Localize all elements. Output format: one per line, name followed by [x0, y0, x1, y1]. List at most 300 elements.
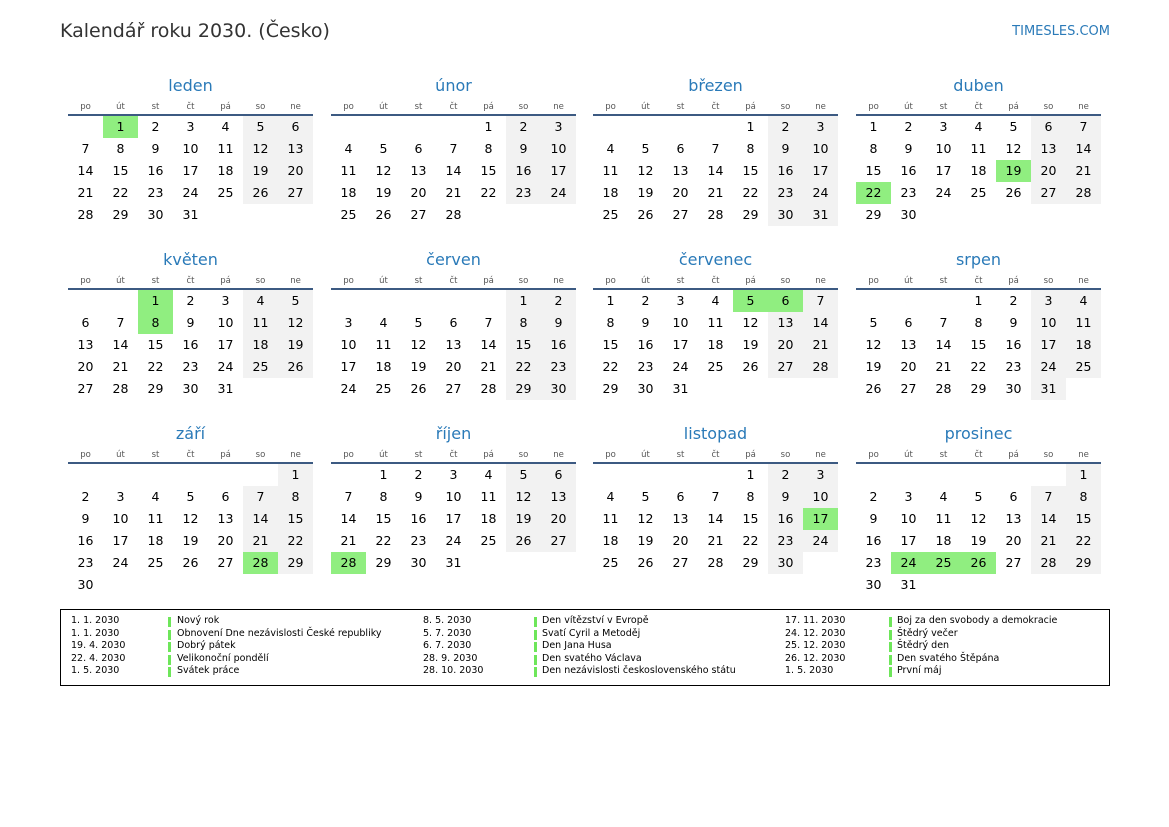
weekday-header [593, 272, 838, 290]
day-cell: 11 [217, 141, 234, 156]
day-cell: 17 [672, 337, 689, 352]
weekday-label: so [255, 450, 266, 460]
day-cell: 6 [904, 315, 913, 330]
weekday-header [331, 98, 576, 116]
day-cell: 18 [375, 359, 392, 374]
weekday-label: út [904, 102, 913, 112]
day-cell: 3 [1031, 290, 1066, 312]
day-cell: 19 [182, 533, 199, 548]
day-cell: 6 [1009, 489, 1018, 504]
day-cell: 2 [506, 116, 541, 138]
weekday-label: čt [974, 276, 983, 286]
day-cell: 29 [506, 378, 541, 400]
day-cell: 12 [506, 486, 541, 508]
day-cell: 23 [410, 533, 427, 548]
day-cell: 22 [1066, 530, 1101, 552]
weekday-label: út [641, 276, 650, 286]
day-cell: 9 [768, 486, 803, 508]
day-cell: 4 [606, 489, 615, 504]
weekday-header [856, 98, 1101, 116]
day-cell: 15 [506, 334, 541, 356]
weekday-label: st [414, 102, 423, 112]
day-cell: 25 [147, 555, 164, 570]
legend-holiday-name: Obnovení Dne nezávislosti České republiky [177, 627, 382, 639]
days-grid [68, 116, 313, 226]
days-grid [331, 290, 576, 400]
day-cell: 13 [900, 337, 917, 352]
day-cell: 23 [1005, 359, 1022, 374]
day-cell: 9 [506, 138, 541, 160]
holiday-day-cell: 6 [768, 290, 803, 312]
holiday-day-cell: 28 [331, 552, 366, 574]
day-cell: 8 [746, 489, 755, 504]
day-cell: 25 [602, 207, 619, 222]
day-cell: 10 [112, 511, 129, 526]
legend-marker [889, 655, 892, 665]
day-cell: 16 [865, 533, 882, 548]
day-cell: 20 [1031, 160, 1066, 182]
day-cell: 9 [641, 315, 650, 330]
days-grid [856, 290, 1101, 400]
day-cell: 6 [541, 464, 576, 486]
day-cell: 28 [1066, 182, 1101, 204]
weekday-label: so [780, 276, 791, 286]
day-cell: 26 [182, 555, 199, 570]
day-cell: 26 [1005, 185, 1022, 200]
day-cell: 22 [742, 185, 759, 200]
day-cell: 10 [445, 489, 462, 504]
day-cell: 11 [935, 511, 952, 526]
days-grid [593, 116, 838, 226]
day-cell: 7 [81, 141, 90, 156]
day-cell: 24 [672, 359, 689, 374]
day-cell: 8 [116, 141, 125, 156]
day-cell: 8 [606, 315, 615, 330]
day-cell: 2 [186, 293, 195, 308]
day-cell: 15 [147, 337, 164, 352]
month-name: duben [953, 76, 1004, 95]
day-cell: 1 [746, 119, 755, 134]
day-cell: 30 [77, 577, 94, 592]
day-cell: 18 [935, 533, 952, 548]
day-cell: 10 [803, 138, 838, 160]
weekday-label: st [939, 450, 948, 460]
day-cell: 23 [637, 359, 654, 374]
day-cell: 14 [480, 337, 497, 352]
weekday-label: ne [553, 102, 564, 112]
day-cell: 21 [77, 185, 94, 200]
day-cell: 9 [869, 511, 878, 526]
weekday-label: ne [290, 102, 301, 112]
day-cell: 18 [707, 337, 724, 352]
day-cell: 18 [217, 163, 234, 178]
day-cell: 4 [939, 489, 948, 504]
month-name: prosinec [944, 424, 1013, 443]
day-cell: 13 [541, 486, 576, 508]
day-cell: 23 [768, 182, 803, 204]
weekday-label: st [151, 102, 160, 112]
month-calendar [593, 248, 838, 400]
month-calendar [331, 248, 576, 400]
holiday-day-cell: 25 [926, 552, 961, 574]
day-cell: 17 [900, 533, 917, 548]
weekday-label: so [1043, 102, 1054, 112]
day-cell: 29 [112, 207, 129, 222]
day-cell: 19 [278, 334, 313, 356]
legend-item [61, 615, 1107, 628]
day-cell: 5 [1009, 119, 1018, 134]
day-cell: 29 [742, 207, 759, 222]
day-cell: 12 [742, 315, 759, 330]
weekday-label: pá [483, 450, 494, 460]
day-cell: 7 [711, 489, 720, 504]
day-cell: 13 [278, 138, 313, 160]
weekday-label: čt [186, 276, 195, 286]
day-cell: 24 [340, 381, 357, 396]
holiday-day-cell: 17 [803, 508, 838, 530]
day-cell: 11 [147, 511, 164, 526]
day-cell: 5 [641, 141, 650, 156]
day-cell: 30 [768, 552, 803, 574]
day-cell: 24 [445, 533, 462, 548]
holiday-day-cell: 1 [138, 290, 173, 312]
weekday-label: ne [1078, 276, 1089, 286]
day-cell: 11 [707, 315, 724, 330]
day-cell: 31 [445, 555, 462, 570]
month-calendar [331, 74, 576, 226]
day-cell: 11 [602, 163, 619, 178]
day-cell: 7 [939, 315, 948, 330]
day-cell: 25 [970, 185, 987, 200]
day-cell: 16 [77, 533, 94, 548]
day-cell: 21 [1031, 530, 1066, 552]
day-cell: 11 [340, 163, 357, 178]
day-cell: 15 [970, 337, 987, 352]
day-cell: 12 [865, 337, 882, 352]
day-cell: 16 [768, 508, 803, 530]
day-cell: 24 [217, 359, 234, 374]
legend-date: 24. 12. 2030 [785, 627, 846, 639]
site-link[interactable]: TIMESLES.COM [1012, 24, 1110, 39]
day-cell: 1 [278, 464, 313, 486]
day-cell: 30 [1005, 381, 1022, 396]
day-cell: 3 [449, 467, 458, 482]
day-cell: 7 [803, 290, 838, 312]
day-cell: 28 [445, 207, 462, 222]
weekday-label: po [80, 276, 91, 286]
weekday-label: čt [186, 102, 195, 112]
day-cell: 24 [803, 530, 838, 552]
day-cell: 13 [1005, 511, 1022, 526]
legend-holiday-name: Den vítězství v Evropě [542, 615, 649, 626]
day-cell: 8 [746, 141, 755, 156]
day-cell: 21 [707, 533, 724, 548]
day-cell: 4 [243, 290, 278, 312]
day-cell: 16 [900, 163, 917, 178]
day-cell: 2 [1009, 293, 1018, 308]
day-cell: 16 [637, 337, 654, 352]
legend-holiday-name: Den svatého Štěpána [897, 652, 1000, 664]
weekday-label: út [116, 450, 125, 460]
day-cell: 3 [116, 489, 125, 504]
day-cell: 24 [112, 555, 129, 570]
day-cell: 19 [637, 533, 654, 548]
month-name: říjen [435, 424, 472, 443]
day-cell: 27 [672, 555, 689, 570]
weekday-label: ne [290, 276, 301, 286]
day-cell: 18 [480, 511, 497, 526]
day-cell: 5 [974, 489, 983, 504]
legend-holiday-name: Nový rok [177, 615, 220, 626]
day-cell: 15 [865, 163, 882, 178]
day-cell: 27 [217, 555, 234, 570]
day-cell: 28 [707, 207, 724, 222]
day-cell: 8 [974, 315, 983, 330]
weekday-label: so [255, 102, 266, 112]
day-cell: 25 [217, 185, 234, 200]
day-cell: 22 [602, 359, 619, 374]
day-cell: 14 [1066, 138, 1101, 160]
day-cell: 29 [375, 555, 392, 570]
weekday-header [68, 446, 313, 464]
day-cell: 26 [506, 530, 541, 552]
legend-holiday-name: Den svatého Václava [542, 652, 642, 664]
day-cell: 14 [340, 511, 357, 526]
day-cell: 6 [449, 315, 458, 330]
weekday-label: čt [711, 102, 720, 112]
day-cell: 14 [707, 511, 724, 526]
day-cell: 12 [1005, 141, 1022, 156]
weekday-label: út [116, 102, 125, 112]
day-cell: 6 [221, 489, 230, 504]
month-calendar [593, 74, 838, 226]
day-cell: 27 [900, 381, 917, 396]
weekday-label: ne [553, 450, 564, 460]
day-cell: 27 [1005, 555, 1022, 570]
legend-holiday-name: První máj [897, 665, 942, 676]
day-cell: 9 [904, 141, 913, 156]
day-cell: 5 [278, 290, 313, 312]
day-cell: 3 [344, 315, 353, 330]
weekday-label: po [343, 102, 354, 112]
weekday-label: po [605, 276, 616, 286]
day-cell: 11 [375, 337, 392, 352]
day-cell: 21 [480, 359, 497, 374]
day-cell: 31 [672, 381, 689, 396]
day-cell: 15 [742, 163, 759, 178]
weekday-label: st [151, 450, 160, 460]
legend-date: 1. 5. 2030 [785, 665, 834, 676]
legend-holiday-name: Svátek práce [177, 665, 240, 676]
day-cell: 2 [768, 116, 803, 138]
day-cell: 17 [217, 337, 234, 352]
day-cell: 3 [803, 116, 838, 138]
day-cell: 21 [340, 533, 357, 548]
weekday-label: pá [220, 276, 231, 286]
day-cell: 5 [869, 315, 878, 330]
holiday-day-cell: 8 [138, 312, 173, 334]
legend-marker [889, 667, 892, 677]
day-cell: 20 [217, 533, 234, 548]
day-cell: 23 [541, 356, 576, 378]
legend-date: 8. 5. 2030 [423, 615, 472, 626]
day-cell: 21 [707, 185, 724, 200]
day-cell: 30 [147, 207, 164, 222]
day-cell: 4 [974, 119, 983, 134]
day-cell: 2 [414, 467, 423, 482]
day-cell: 14 [243, 508, 278, 530]
day-cell: 11 [970, 141, 987, 156]
weekday-label: so [518, 102, 529, 112]
weekday-label: út [379, 276, 388, 286]
day-cell: 22 [480, 185, 497, 200]
days-grid [68, 464, 313, 596]
day-cell: 1 [379, 467, 388, 482]
day-cell: 29 [1066, 552, 1101, 574]
day-cell: 1 [746, 467, 755, 482]
weekday-label: út [641, 450, 650, 460]
month-calendar [331, 422, 576, 574]
day-cell: 22 [375, 533, 392, 548]
weekday-label: so [780, 450, 791, 460]
day-cell: 10 [340, 337, 357, 352]
day-cell: 22 [970, 359, 987, 374]
weekday-label: so [1043, 276, 1054, 286]
day-cell: 19 [637, 185, 654, 200]
weekday-label: ne [1078, 450, 1089, 460]
day-cell: 17 [445, 511, 462, 526]
weekday-label: út [379, 102, 388, 112]
day-cell: 3 [676, 293, 685, 308]
day-cell: 7 [711, 141, 720, 156]
day-cell: 1 [484, 119, 493, 134]
weekday-label: po [80, 450, 91, 460]
day-cell: 15 [480, 163, 497, 178]
day-cell: 4 [151, 489, 160, 504]
holiday-day-cell: 28 [243, 552, 278, 574]
weekday-label: pá [483, 276, 494, 286]
day-cell: 24 [1031, 356, 1066, 378]
day-cell: 15 [1066, 508, 1101, 530]
day-cell: 30 [541, 378, 576, 400]
legend-item [61, 653, 1107, 666]
weekday-label: st [151, 276, 160, 286]
day-cell: 6 [278, 116, 313, 138]
day-cell: 6 [676, 489, 685, 504]
day-cell: 2 [904, 119, 913, 134]
day-cell: 6 [81, 315, 90, 330]
weekday-label: čt [449, 102, 458, 112]
holiday-day-cell: 5 [733, 290, 768, 312]
day-cell: 10 [1031, 312, 1066, 334]
day-cell: 14 [803, 312, 838, 334]
day-cell: 14 [77, 163, 94, 178]
weekday-label: pá [1008, 102, 1019, 112]
legend-holiday-name: Boj za den svobody a demokracie [897, 615, 1058, 626]
day-cell: 19 [970, 533, 987, 548]
day-cell: 22 [278, 530, 313, 552]
legend-holiday-name: Den Jana Husa [542, 640, 612, 651]
weekday-label: st [414, 276, 423, 286]
day-cell: 26 [410, 381, 427, 396]
day-cell: 25 [707, 359, 724, 374]
days-grid [331, 464, 576, 574]
day-cell: 13 [768, 312, 803, 334]
holiday-day-cell: 22 [856, 182, 891, 204]
day-cell: 1 [606, 293, 615, 308]
weekday-label: čt [974, 450, 983, 460]
day-cell: 5 [641, 489, 650, 504]
day-cell: 30 [768, 204, 803, 226]
day-cell: 29 [970, 381, 987, 396]
day-cell: 20 [768, 334, 803, 356]
legend-date: 17. 11. 2030 [785, 615, 846, 626]
day-cell: 31 [803, 204, 838, 226]
day-cell: 18 [340, 185, 357, 200]
legend-date: 19. 4. 2030 [71, 640, 126, 651]
day-cell: 26 [742, 359, 759, 374]
days-grid [68, 290, 313, 400]
weekday-label: po [80, 102, 91, 112]
day-cell: 30 [900, 207, 917, 222]
day-cell: 15 [742, 511, 759, 526]
weekday-label: pá [745, 450, 756, 460]
legend-date: 1. 1. 2030 [71, 615, 120, 626]
legend-holiday-name: Svatí Cyril a Metoděj [542, 627, 641, 639]
month-name: únor [435, 76, 472, 95]
day-cell: 15 [278, 508, 313, 530]
day-cell: 5 [379, 141, 388, 156]
day-cell: 31 [1031, 378, 1066, 400]
day-cell: 20 [445, 359, 462, 374]
day-cell: 27 [77, 381, 94, 396]
day-cell: 21 [112, 359, 129, 374]
day-cell: 17 [340, 359, 357, 374]
legend-holiday-name: Dobrý pátek [177, 640, 236, 651]
weekday-label: út [904, 276, 913, 286]
day-cell: 12 [637, 511, 654, 526]
month-name: květen [163, 250, 218, 269]
day-cell: 27 [278, 182, 313, 204]
day-cell: 8 [506, 312, 541, 334]
day-cell: 27 [541, 530, 576, 552]
day-cell: 2 [151, 119, 160, 134]
day-cell: 20 [278, 160, 313, 182]
day-cell: 8 [869, 141, 878, 156]
legend-marker [889, 630, 892, 640]
day-cell: 22 [112, 185, 129, 200]
day-cell: 24 [935, 185, 952, 200]
day-cell: 26 [375, 207, 392, 222]
day-cell: 31 [900, 577, 917, 592]
day-cell: 18 [602, 533, 619, 548]
weekday-label: st [676, 450, 685, 460]
day-cell: 7 [116, 315, 125, 330]
day-cell: 24 [803, 182, 838, 204]
weekday-header [593, 98, 838, 116]
days-grid [593, 290, 838, 400]
weekday-label: čt [711, 450, 720, 460]
day-cell: 8 [1066, 486, 1101, 508]
day-cell: 9 [186, 315, 195, 330]
day-cell: 9 [414, 489, 423, 504]
day-cell: 13 [77, 337, 94, 352]
day-cell: 10 [182, 141, 199, 156]
day-cell: 11 [1066, 312, 1101, 334]
weekday-label: po [343, 450, 354, 460]
legend-date: 26. 12. 2030 [785, 652, 846, 664]
day-cell: 5 [186, 489, 195, 504]
